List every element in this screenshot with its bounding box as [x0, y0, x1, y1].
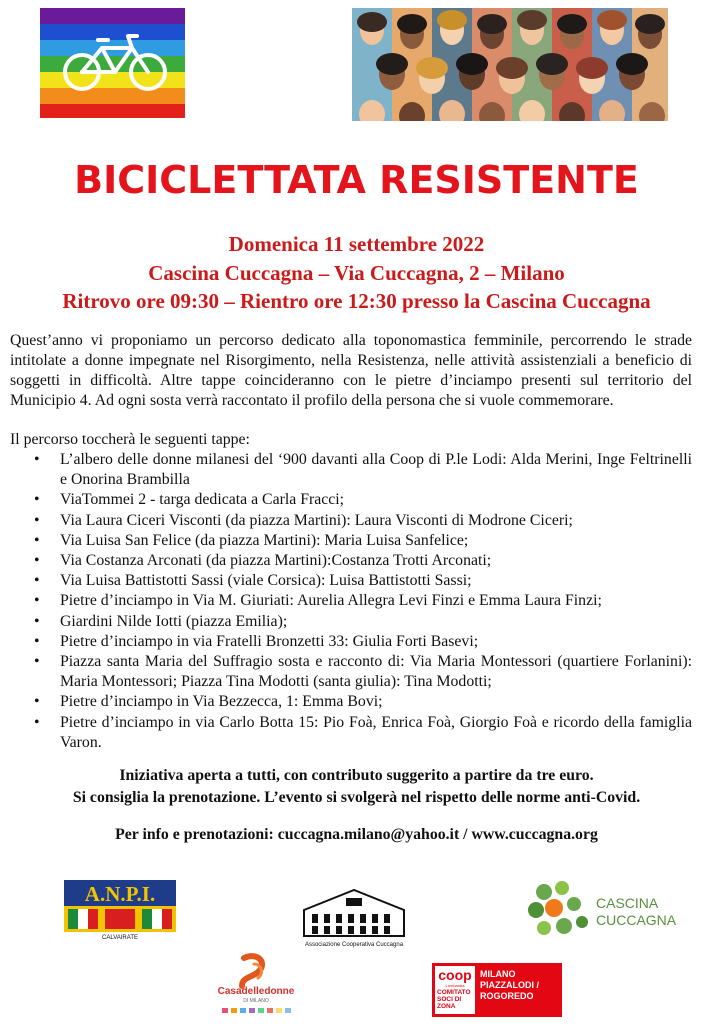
- list-item-text: Via Laura Ciceri Visconti (da piazza Martini): Laura Visconti di Modrone Ciceri;: [60, 511, 573, 529]
- cascina-cuccagna-logo: [526, 878, 686, 940]
- bullet: •: [34, 653, 40, 671]
- list-item: [34, 551, 692, 571]
- list-item: [34, 571, 692, 591]
- list-item-text: Via Luisa Battistotti Sassi (viale Corsica): Luisa Battistotti Sassi;: [60, 572, 472, 590]
- list-item: [34, 531, 692, 551]
- anpi-subtext: CALVAIRATE: [101, 935, 139, 940]
- bullet: •: [34, 451, 40, 468]
- list-item-text: Via Luisa San Felice (da piazza Martini): Maria Luisa Sanfelice;: [60, 531, 469, 549]
- casadonne-text: Casadelledonne: [217, 986, 295, 997]
- assoc-text: Associazione Cooperativa Cuccagna: [304, 942, 404, 948]
- bullet: •: [34, 491, 40, 509]
- intro-paragraph: [10, 331, 692, 411]
- peace-bicycle-logo: [40, 8, 185, 118]
- bicycle-icon: [40, 8, 185, 118]
- list-item-text: Via Costanza Arconati (da piazza Martini):Costanza Trotti Arconati;: [60, 552, 492, 570]
- bullet: •: [34, 552, 40, 570]
- cascina-text-1: CASCINA: [596, 895, 659, 911]
- info-line-open: Iniziativa aperta a tutti, con contributo suggerito a partire da tre euro.: [119, 767, 594, 784]
- list-item: [34, 511, 692, 531]
- coop-comitato-soci-logo: [432, 963, 562, 1017]
- bullet: •: [34, 632, 40, 650]
- list-item-text: Giardini Nilde Iotti (piazza Emilia);: [60, 612, 288, 630]
- list-item-text: Piazza santa Maria del Suffragio sosta e racconto di: Via Maria Montessori (quartiere Forlanini): Maria Montessori; Piazza Tina Modotti (santa giulia): Tina Modotti;: [60, 653, 692, 691]
- anpi-logo: [64, 880, 176, 940]
- event-place: Cascina Cuccagna – Via Cuccagna, 2 – Milano: [148, 261, 565, 285]
- info-line-booking: Si consiglia la prenotazione. L’evento si svolgerà nel rispetto delle norme anti-Covid.: [72, 789, 641, 806]
- list-item: [34, 612, 692, 632]
- list-item-text: Pietre d’inciampo in via Fratelli Bronzetti 33: Giulia Forti Basevi;: [60, 632, 479, 650]
- coop-region-text: Lombardia: [445, 983, 465, 988]
- coop-place-text: MILANO PIAZZALODI / ROGOREDO: [480, 969, 539, 1001]
- list-item: [34, 692, 692, 712]
- bullet: •: [34, 572, 40, 590]
- list-item: [34, 591, 692, 611]
- list-item-text: Pietre d’inciampo in Via M. Giuriati: Aurelia Allegra Levi Finzi e Emma Laura Finzi;: [60, 592, 602, 610]
- tappe-list: [34, 450, 692, 753]
- casadonne-sub: DI MILANO: [243, 998, 269, 1004]
- bullet: •: [34, 693, 40, 711]
- list-item-text: ViaTommei 2 - targa dedicata a Carla Fracci;: [60, 491, 345, 509]
- list-item: [34, 450, 692, 490]
- event-date: Domenica 11 settembre 2022: [228, 232, 485, 256]
- bullet: •: [34, 592, 40, 610]
- list-item-text: Pietre d’inciampo in via Carlo Botta 15: Pio Foà, Enrica Foà, Giorgio Foà e ricordo della famiglia Varon.: [60, 713, 692, 751]
- contact-line: Per info e prenotazioni: cuccagna.milano@yahoo.it / www.cuccagna.org: [115, 826, 598, 843]
- tappe-label: Il percorso toccherà le seguenti tappe:: [10, 431, 250, 448]
- cooperativa-cuccagna-logo: [298, 880, 410, 948]
- cascina-text-2: CUCCAGNA: [596, 912, 677, 928]
- list-item: [34, 490, 692, 510]
- women-faces-illustration: [352, 8, 668, 121]
- coop-brand-text: coop: [438, 967, 472, 983]
- anpi-text: A.N.P.I.: [84, 882, 156, 906]
- bullet: •: [34, 612, 40, 630]
- event-title: BICICLETTATA RESISTENTE: [74, 158, 639, 202]
- intro-text: Quest’anno vi proponiamo un percorso dedicato alla toponomastica femminile, percorrendo le strade intitolate a donne impegnate nel Risorgimento, nella Resistenza, nelle attività assistenziali a beneficio di soggetti in difficoltà. Altre tappe coincideranno con le pietre d’inciampo presenti sul territorio del Municipio 4. Ad ogni sosta verrà raccontato il profilo della persona che si vuole commemorare.: [10, 332, 692, 409]
- list-item: [34, 713, 692, 753]
- list-item: [34, 632, 692, 652]
- coop-comitato-text: COMITATO SOCI DI ZONA: [437, 989, 471, 1010]
- list-item: [34, 652, 692, 692]
- list-item-text: Pietre d’inciampo in Via Bezzecca, 1: Emma Bovi;: [60, 693, 383, 711]
- bullet: •: [34, 511, 40, 529]
- bullet: •: [34, 531, 40, 549]
- bullet: •: [34, 713, 40, 731]
- casa-delle-donne-logo: [214, 950, 298, 1016]
- list-item-text: L’albero delle donne milanesi del ‘900 davanti alla Coop di P.le Lodi: Alda Merini, Inge Feltrinelli e Onorina Brambilla: [60, 451, 692, 489]
- event-times: Ritrovo ore 09:30 – Rientro ore 12:30 presso la Cascina Cuccagna: [62, 289, 651, 313]
